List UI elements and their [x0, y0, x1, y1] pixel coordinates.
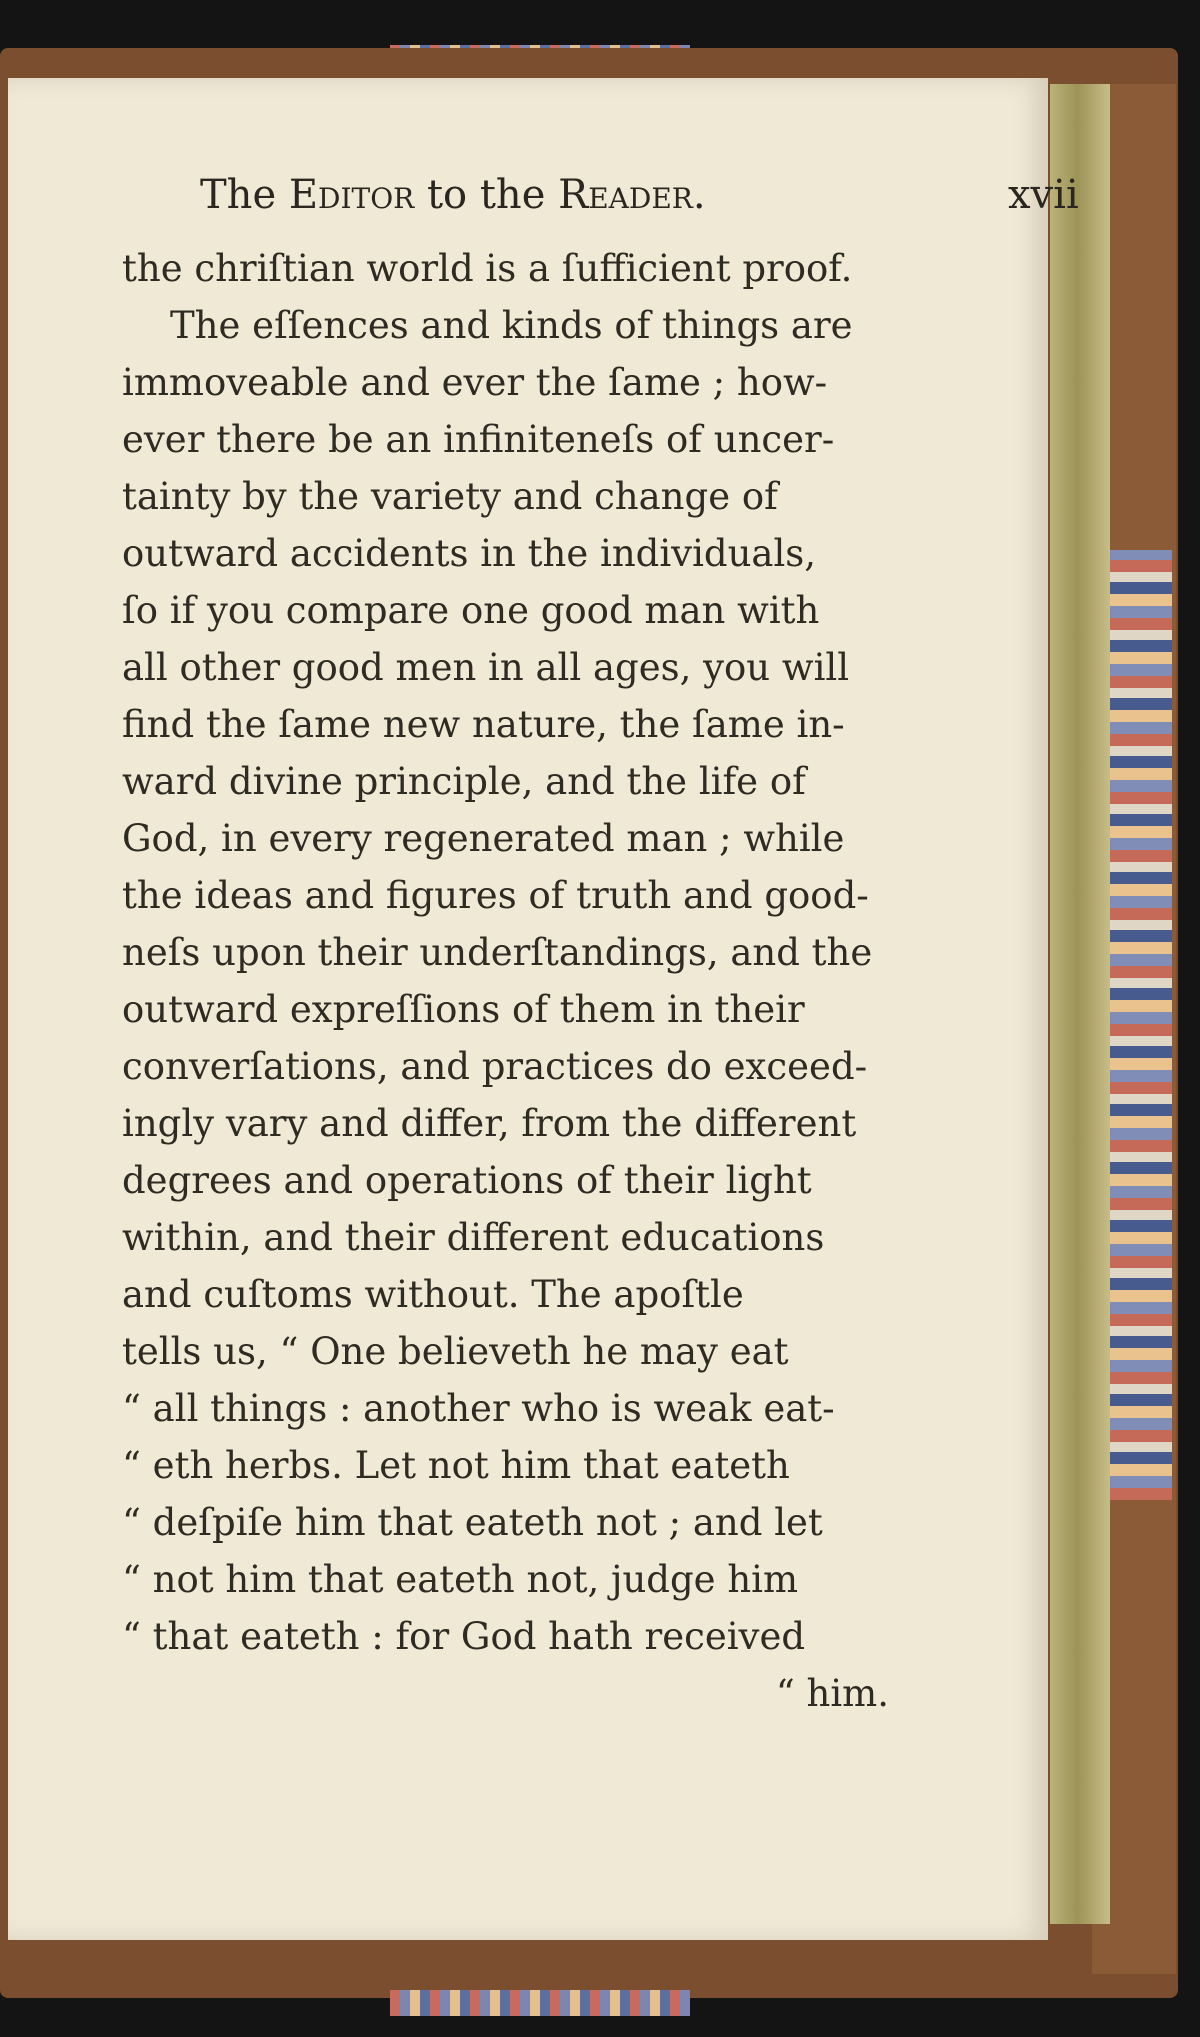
text-line: within, and their different educations: [122, 1216, 825, 1259]
text-line: “ that eateth : for God hath received: [122, 1615, 806, 1658]
text-line: ſo if you compare one good man with: [122, 589, 820, 632]
body-text: [122, 240, 897, 1722]
text-line: ever there be an infiniteneſs of uncer-: [122, 418, 835, 461]
page-number: xvii: [1008, 172, 1079, 218]
text-line: neſs upon their underſtandings, and the: [122, 931, 873, 974]
marbled-edge: [1100, 550, 1172, 1500]
text-line: God, in every regenerated man ; while: [122, 817, 845, 860]
gilt-page-edge: [1050, 84, 1110, 1924]
text-line: outward expreſſions of them in their: [122, 988, 805, 1031]
text-line: The eſſences and kinds of things are: [170, 304, 853, 347]
text-line: “ eth herbs. Let not him that eateth: [122, 1444, 790, 1487]
header-editor: Editor: [288, 172, 415, 218]
marbled-endpaper-bottom: [390, 1990, 690, 2016]
running-header: [200, 172, 1079, 224]
header-to-the: to the: [426, 172, 546, 218]
text-line: and cuſtoms without. The apoſtle: [122, 1273, 744, 1316]
text-line: ward divine principle, and the life of: [122, 760, 806, 803]
text-line: ingly vary and differ, from the different: [122, 1102, 857, 1145]
text-line: the ideas and figures of truth and good-: [122, 874, 869, 917]
text-line: outward accidents in the individuals,: [122, 532, 817, 575]
text-line: “ all things : another who is weak eat-: [122, 1387, 835, 1430]
header-the: The: [200, 172, 277, 218]
text-line: tells us, “ One believeth he may eat: [122, 1330, 789, 1373]
text-line: immoveable and ever the ſame ; how-: [122, 361, 828, 404]
text-line: “ not him that eateth not, judge him: [122, 1558, 799, 1601]
text-line: degrees and operations of their light: [122, 1159, 812, 1202]
text-line: tainty by the variety and change of: [122, 475, 778, 518]
catchword: “ him.: [775, 1672, 889, 1715]
text-line: converſations, and practices do exceed-: [122, 1045, 868, 1088]
text-line: find the ſame new nature, the ſame in-: [122, 703, 845, 746]
text-line: the chriſtian world is a ſufficient proof.: [122, 247, 853, 290]
text-line: all other good men in all ages, you will: [122, 646, 850, 689]
text-line: “ deſpiſe him that eateth not ; and let: [122, 1501, 823, 1544]
header-reader: Reader.: [558, 172, 706, 218]
